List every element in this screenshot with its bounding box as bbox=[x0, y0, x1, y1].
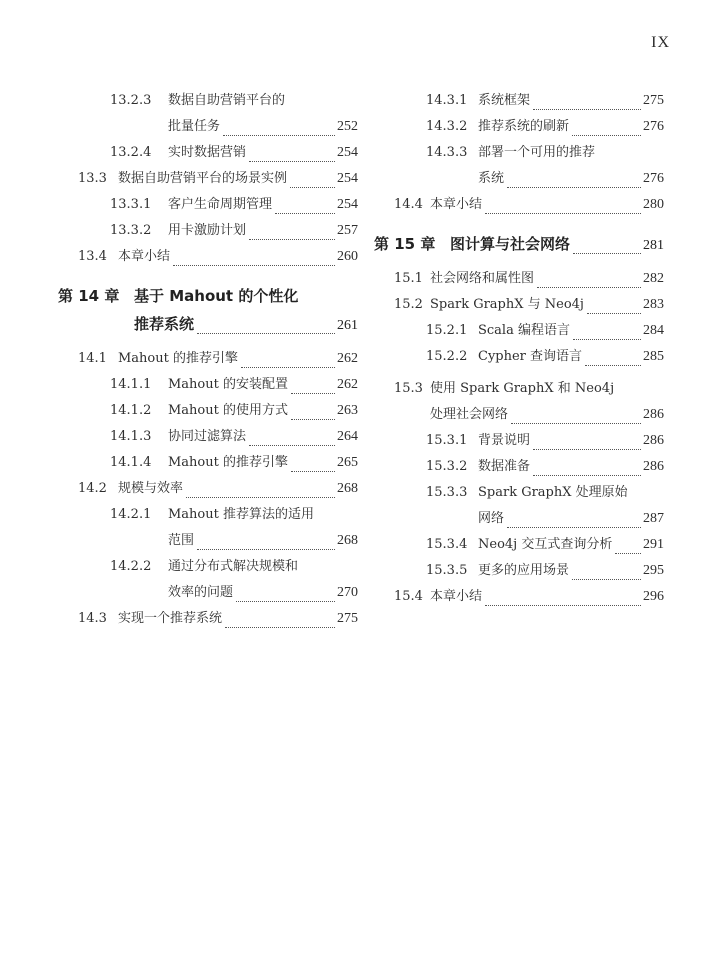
toc-entry-14-3[interactable] bbox=[58, 606, 358, 632]
dot-leader bbox=[186, 497, 335, 498]
toc-entry-13-3-1[interactable] bbox=[58, 192, 358, 218]
entry-page: 286 bbox=[643, 407, 664, 422]
entry-number: 14.2.2 bbox=[110, 559, 152, 574]
entry-number: 13.2.4 bbox=[110, 145, 152, 160]
entry-number: 14.4 bbox=[394, 197, 423, 212]
entry-page: 283 bbox=[643, 297, 664, 312]
entry-page: 264 bbox=[337, 429, 358, 444]
chapter-page: 261 bbox=[337, 318, 358, 333]
entry-page: 284 bbox=[643, 323, 664, 338]
toc-entry-15-1[interactable] bbox=[374, 266, 664, 292]
toc-entry-15-2-1[interactable] bbox=[374, 318, 664, 344]
toc-entry-15-2[interactable] bbox=[374, 292, 664, 318]
toc-entry-14-1[interactable] bbox=[58, 346, 358, 372]
entry-title: 通过分布式解决规模和 bbox=[168, 559, 299, 574]
entry-page: 254 bbox=[337, 171, 358, 186]
toc-entry-14-1-1[interactable] bbox=[58, 372, 358, 398]
dot-leader bbox=[533, 109, 641, 110]
dot-leader bbox=[587, 313, 641, 314]
entry-title-cont: 范围 bbox=[168, 533, 195, 548]
entry-page: 286 bbox=[643, 433, 664, 448]
dot-leader bbox=[249, 445, 335, 446]
toc-entry-14-3-3[interactable] bbox=[374, 140, 664, 166]
dot-leader bbox=[573, 339, 641, 340]
entry-title: Scala 编程语言 bbox=[478, 323, 570, 338]
entry-page: 260 bbox=[337, 249, 358, 264]
entry-number: 14.3.2 bbox=[426, 119, 468, 134]
toc-entry-14-3-2[interactable] bbox=[374, 114, 664, 140]
dot-leader bbox=[537, 287, 641, 288]
chapter-number: 第 15 章 bbox=[374, 235, 436, 253]
entry-title: Spark GraphX 处理原始 bbox=[478, 485, 628, 500]
entry-page: 257 bbox=[337, 223, 358, 238]
dot-leader bbox=[173, 265, 335, 266]
chapter-title: 图计算与社会网络 bbox=[450, 235, 571, 253]
entry-page: 262 bbox=[337, 377, 358, 392]
entry-number: 13.3 bbox=[78, 171, 107, 186]
chapter-number: 第 14 章 bbox=[58, 287, 120, 305]
entry-page: 252 bbox=[337, 119, 358, 134]
toc-entry-14-3-1[interactable] bbox=[374, 88, 664, 114]
dot-leader bbox=[291, 419, 335, 420]
entry-number: 14.2 bbox=[78, 481, 107, 496]
dot-leader bbox=[533, 475, 641, 476]
chapter-title-cont: 推荐系统 bbox=[134, 315, 195, 333]
entry-number: 13.3.1 bbox=[110, 197, 152, 212]
entry-number: 14.3.1 bbox=[426, 93, 468, 108]
dot-leader bbox=[290, 187, 335, 188]
entry-page: 276 bbox=[643, 171, 664, 186]
dot-leader bbox=[236, 601, 335, 602]
toc-entry-14-3-3-cont[interactable] bbox=[374, 166, 664, 192]
entry-page: 295 bbox=[643, 563, 664, 578]
entry-title: 实现一个推荐系统 bbox=[118, 611, 223, 626]
dot-leader bbox=[585, 365, 641, 366]
entry-title: Mahout 的使用方式 bbox=[168, 403, 288, 418]
entry-number: 15.3 bbox=[394, 381, 423, 396]
entry-number: 14.1.4 bbox=[110, 455, 152, 470]
entry-page: 282 bbox=[643, 271, 664, 286]
dot-leader bbox=[507, 187, 641, 188]
entry-title-cont: 批量任务 bbox=[168, 119, 221, 134]
entry-number: 14.1.2 bbox=[110, 403, 152, 418]
entry-page: 287 bbox=[643, 511, 664, 526]
toc-entry-14-2-1-cont[interactable] bbox=[58, 528, 358, 554]
entry-page: 268 bbox=[337, 481, 358, 496]
entry-title: 系统框架 bbox=[478, 93, 531, 108]
toc-entry-15-3-5[interactable] bbox=[374, 558, 664, 584]
toc-entry-14-2-2[interactable] bbox=[58, 554, 358, 580]
entry-number: 14.2.1 bbox=[110, 507, 152, 522]
chapter-page: 281 bbox=[643, 238, 664, 253]
page-number: IX bbox=[651, 34, 670, 51]
dot-leader bbox=[197, 333, 335, 334]
entry-title: 使用 Spark GraphX 和 Neo4j bbox=[430, 381, 615, 396]
dot-leader bbox=[485, 213, 641, 214]
entry-title: Mahout 的推荐引擎 bbox=[168, 455, 288, 470]
toc-right-column bbox=[374, 88, 664, 610]
entry-title-cont: 系统 bbox=[478, 171, 505, 186]
dot-leader bbox=[485, 605, 641, 606]
entry-title: 本章小结 bbox=[430, 197, 483, 212]
toc-entry-15-3-4[interactable] bbox=[374, 532, 664, 558]
dot-leader bbox=[241, 367, 335, 368]
toc-entry-14-1-3[interactable] bbox=[58, 424, 358, 450]
entry-title: 数据准备 bbox=[478, 459, 531, 474]
entry-number: 15.3.5 bbox=[426, 563, 468, 578]
toc-entry-15-3-3[interactable] bbox=[374, 480, 664, 506]
dot-leader bbox=[533, 449, 641, 450]
dot-leader bbox=[225, 627, 335, 628]
toc-entry-13-2-3[interactable] bbox=[58, 88, 358, 114]
entry-number: 13.2.3 bbox=[110, 93, 152, 108]
dot-leader bbox=[572, 579, 641, 580]
entry-title: 部署一个可用的推荐 bbox=[478, 145, 596, 160]
entry-title: 数据自助营销平台的场景实例 bbox=[118, 171, 288, 186]
entry-page: 262 bbox=[337, 351, 358, 366]
dot-leader bbox=[572, 135, 641, 136]
toc-entry-15-3[interactable] bbox=[374, 376, 664, 402]
entry-number: 15.3.4 bbox=[426, 537, 468, 552]
toc-entry-14-1-2[interactable] bbox=[58, 398, 358, 424]
toc-entry-15-3-1[interactable] bbox=[374, 428, 664, 454]
entry-number: 15.3.1 bbox=[426, 433, 468, 448]
entry-title: Mahout 的推荐引擎 bbox=[118, 351, 238, 366]
entry-title: 社会网络和属性图 bbox=[430, 271, 535, 286]
dot-leader bbox=[507, 527, 641, 528]
toc-entry-15-3-cont[interactable] bbox=[374, 402, 664, 428]
toc-entry-15-4[interactable] bbox=[374, 584, 664, 610]
entry-title: 本章小结 bbox=[430, 589, 483, 604]
entry-title: Mahout 的安装配置 bbox=[168, 377, 288, 392]
entry-title: 协同过滤算法 bbox=[168, 429, 247, 444]
entry-page: 276 bbox=[643, 119, 664, 134]
toc-entry-13-3[interactable] bbox=[58, 166, 358, 192]
entry-title: Neo4j 交互式查询分析 bbox=[478, 537, 613, 552]
toc-entry-14-2[interactable] bbox=[58, 476, 358, 502]
entry-title: Cypher 查询语言 bbox=[478, 349, 583, 364]
dot-leader bbox=[275, 213, 335, 214]
entry-number: 13.4 bbox=[78, 249, 107, 264]
entry-number: 15.2.2 bbox=[426, 349, 468, 364]
entry-number: 14.3.3 bbox=[426, 145, 468, 160]
entry-number: 14.1.1 bbox=[110, 377, 152, 392]
toc-entry-15-2-2[interactable] bbox=[374, 344, 664, 370]
entry-title: 更多的应用场景 bbox=[478, 563, 570, 578]
entry-number: 13.3.2 bbox=[110, 223, 152, 238]
entry-number: 15.2.1 bbox=[426, 323, 468, 338]
entry-number: 15.4 bbox=[394, 589, 423, 604]
toc-entry-14-4[interactable] bbox=[374, 192, 664, 218]
dot-leader bbox=[291, 471, 335, 472]
dot-leader bbox=[223, 135, 335, 136]
entry-number: 14.1.3 bbox=[110, 429, 152, 444]
dot-leader bbox=[511, 423, 641, 424]
toc-entry-13-2-4[interactable] bbox=[58, 140, 358, 166]
entry-page: 275 bbox=[337, 611, 358, 626]
toc-entry-13-3-2[interactable] bbox=[58, 218, 358, 244]
entry-page: 270 bbox=[337, 585, 358, 600]
dot-leader bbox=[249, 161, 335, 162]
entry-number: 14.3 bbox=[78, 611, 107, 626]
toc-entry-13-4[interactable] bbox=[58, 244, 358, 270]
entry-page: 263 bbox=[337, 403, 358, 418]
toc-chapter-14-cont[interactable] bbox=[58, 310, 358, 338]
entry-title: 客户生命周期管理 bbox=[168, 197, 273, 212]
toc-entry-14-2-2-cont[interactable] bbox=[58, 580, 358, 606]
entry-number: 14.1 bbox=[78, 351, 107, 366]
dot-leader bbox=[291, 393, 335, 394]
entry-title: 背景说明 bbox=[478, 433, 531, 448]
entry-title: 用卡激励计划 bbox=[168, 223, 247, 238]
entry-page: 254 bbox=[337, 145, 358, 160]
entry-number: 15.3.3 bbox=[426, 485, 468, 500]
toc-chapter-14[interactable] bbox=[58, 282, 358, 310]
toc-chapter-15[interactable] bbox=[374, 230, 664, 258]
entry-title: 本章小结 bbox=[118, 249, 171, 264]
entry-number: 15.2 bbox=[394, 297, 423, 312]
entry-title-cont: 网络 bbox=[478, 511, 505, 526]
entry-title: Mahout 推荐算法的适用 bbox=[168, 507, 314, 522]
entry-title: 数据自助营销平台的 bbox=[168, 93, 286, 108]
dot-leader bbox=[615, 553, 641, 554]
entry-page: 268 bbox=[337, 533, 358, 548]
dot-leader bbox=[197, 549, 335, 550]
dot-leader bbox=[573, 253, 641, 254]
entry-title: 规模与效率 bbox=[118, 481, 184, 496]
entry-title-cont: 处理社会网络 bbox=[430, 407, 509, 422]
toc-entry-13-2-3-cont[interactable] bbox=[58, 114, 358, 140]
toc-entry-15-3-3-cont[interactable] bbox=[374, 506, 664, 532]
entry-number: 15.3.2 bbox=[426, 459, 468, 474]
toc-entry-14-1-4[interactable] bbox=[58, 450, 358, 476]
entry-page: 275 bbox=[643, 93, 664, 108]
entry-page: 285 bbox=[643, 349, 664, 364]
entry-number: 15.1 bbox=[394, 271, 423, 286]
toc-entry-15-3-2[interactable] bbox=[374, 454, 664, 480]
entry-title-cont: 效率的问题 bbox=[168, 585, 234, 600]
toc-entry-14-2-1[interactable] bbox=[58, 502, 358, 528]
dot-leader bbox=[249, 239, 335, 240]
entry-page: 296 bbox=[643, 589, 664, 604]
toc-left-column bbox=[58, 88, 358, 632]
entry-page: 265 bbox=[337, 455, 358, 470]
entry-title: 实时数据营销 bbox=[168, 145, 247, 160]
entry-title: Spark GraphX 与 Neo4j bbox=[430, 297, 584, 312]
entry-title: 推荐系统的刷新 bbox=[478, 119, 570, 134]
chapter-title: 基于 Mahout 的个性化 bbox=[134, 287, 299, 305]
entry-page: 291 bbox=[643, 537, 664, 552]
entry-page: 254 bbox=[337, 197, 358, 212]
entry-page: 286 bbox=[643, 459, 664, 474]
entry-page: 280 bbox=[643, 197, 664, 212]
